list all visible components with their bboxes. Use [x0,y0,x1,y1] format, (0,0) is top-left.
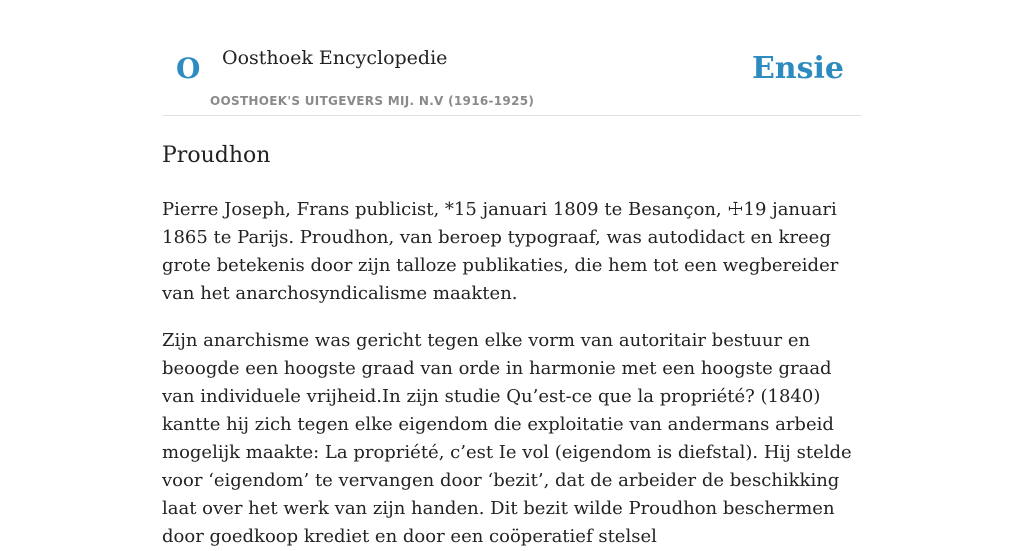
site-title[interactable]: Oosthoek Encyclopedie [222,47,448,69]
site-header [162,0,862,116]
article-paragraph-2: Zijn anarchisme was gericht tegen elke vorm van autoritair bestuur en beoogde een hoogste graad van orde in harmonie met een hoogste graad van individuele vrijheid.In zijn studie Qu’est-ce que la propriété? (1840) kantte hij zich tegen elke eigendom die exploitatie van andermans arbeid mogelijk maakte: La propriété, c’est Ie vol (eigendom is diefstal). Hij stelde voor ‘eigendom’ te vervangen door ‘bezit’, dat de arbeider de beschikking laat over het werk van zijn handen. Dit bezit wilde Proudhon beschermen door goedkoop krediet en door een coöperatief stelsel [162,330,852,547]
site-subtitle: OOSTHOEK'S UITGEVERS MIJ. N.V (1916-1925) [210,94,535,108]
article-paragraph-1: Pierre Joseph, Frans publicist, *15 januari 1809 te Besançon, ☩19 januari 1865 te Parijs. Proudhon, van beroep typograaf, was autodidact en kreeg grote betekenis door zijn talloze publikaties, die hem tot een wegbereider van het anarchosyndicalisme maakten. [162,199,839,304]
article-title: Proudhon [162,143,271,168]
site-logo[interactable]: O [176,52,201,85]
page-container [162,0,862,551]
ensie-brand-link[interactable]: Ensie [751,51,844,86]
